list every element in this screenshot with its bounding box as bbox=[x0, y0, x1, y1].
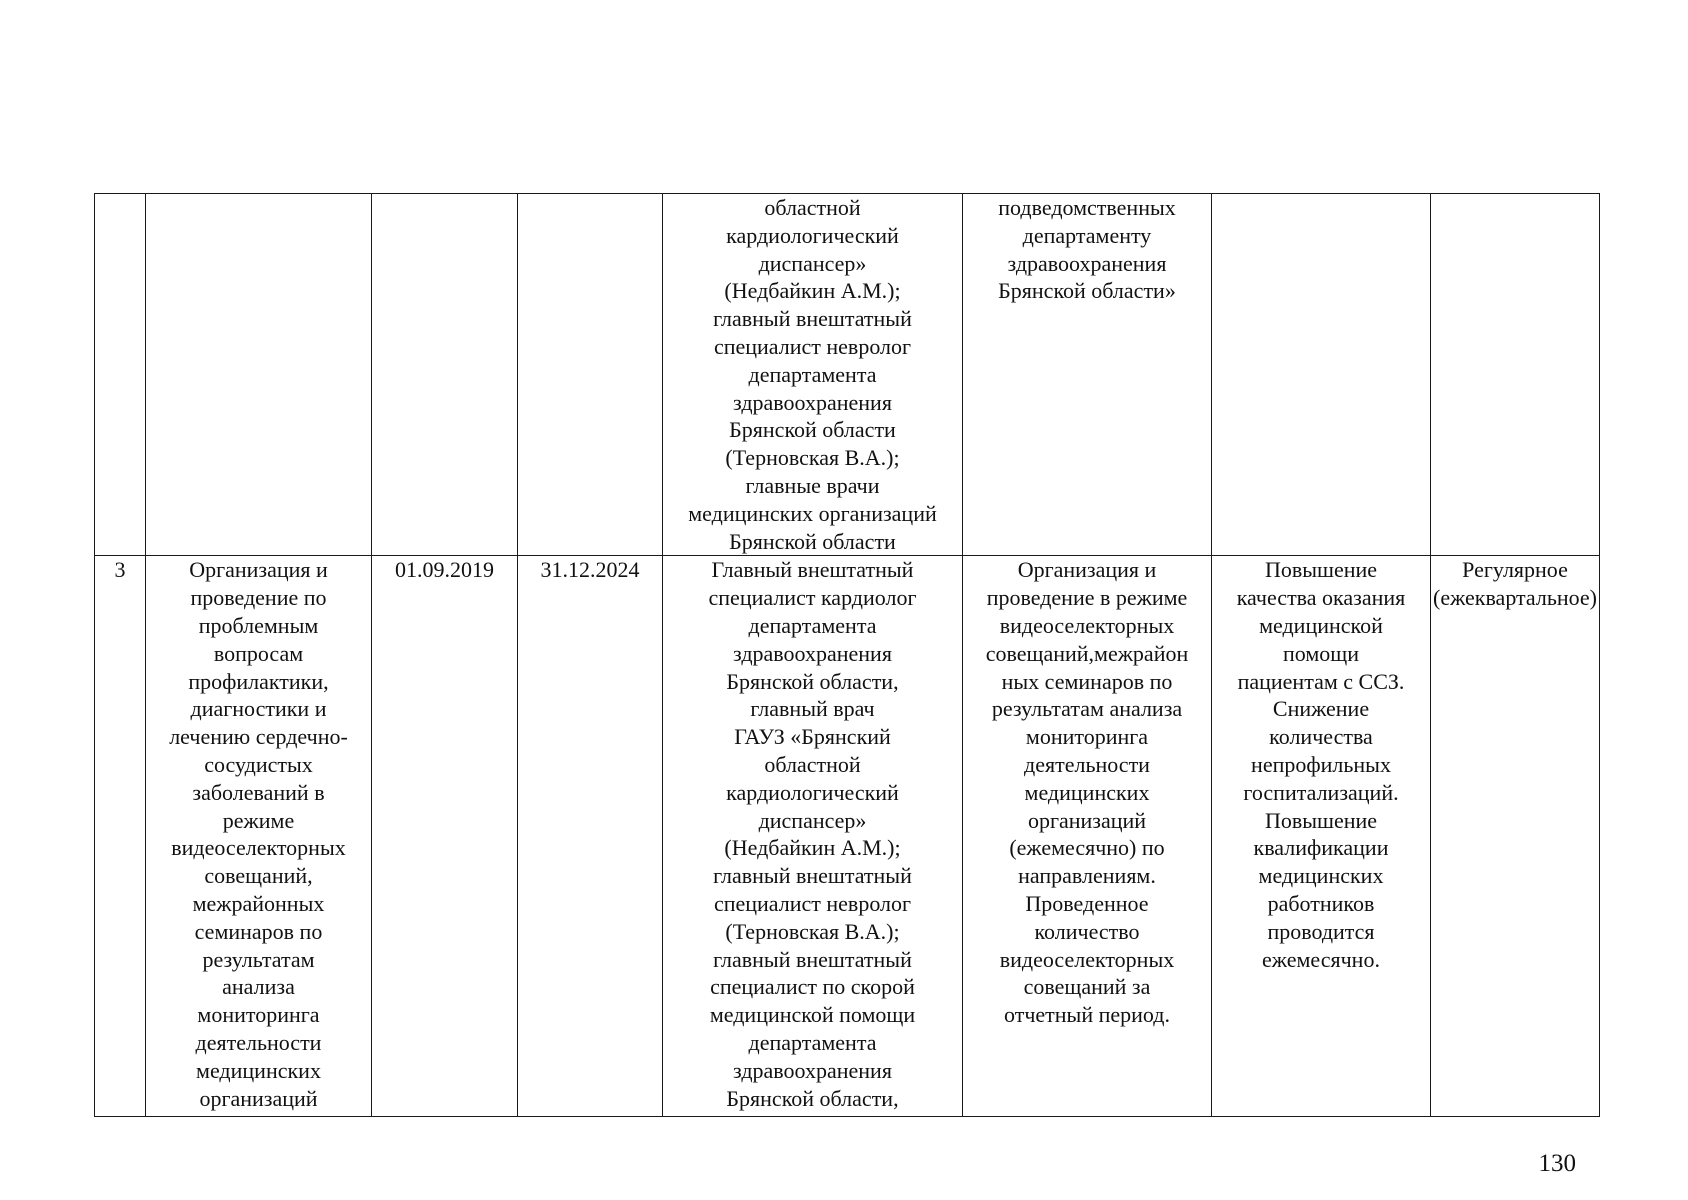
table-row-3 bbox=[95, 556, 1600, 1117]
cell-activity-name-text: Организация и проведение по проблемным вопросам профилактики, диагностики и лечению сердечно- сосудистых заболеваний в режиме видеоселекторных совещаний, межрайонных семинаров по результатам анализа мониторинга деятельности медицинских организаций bbox=[169, 557, 348, 1111]
cell-activity-name bbox=[146, 194, 372, 556]
cell-result bbox=[1212, 556, 1431, 1117]
cell-number bbox=[95, 556, 146, 1117]
cell-start-date bbox=[372, 194, 518, 556]
activities-table bbox=[94, 193, 1600, 1117]
cell-type-text: Регулярное (ежеквартальное) bbox=[1433, 557, 1598, 611]
cell-type bbox=[1431, 556, 1600, 1117]
cell-description-text: подведомственных департаменту здравоохранения Брянской области» bbox=[998, 195, 1176, 304]
cell-end-date bbox=[518, 556, 663, 1117]
cell-description bbox=[963, 194, 1212, 556]
cell-description-text: Организация и проведение в режиме видеоселекторных совещаний,межрайон ных семинаров по результатам анализа мониторинга деятельности медицинских организаций (ежемесячно) по направлениям. Проведенное количество видеоселекторных совещаний за отчетный период. bbox=[985, 557, 1189, 1028]
cell-end-date-text: 31.12.2024 bbox=[540, 557, 640, 583]
cell-responsible-text: областной кардиологический диспансер» (Недбайкин А.М.); главный внештатный специалист невролог департамента здравоохранения Брянской области (Терновская В.А.); главные врачи медицинских организаций Брянской области bbox=[688, 195, 937, 554]
cell-description bbox=[963, 556, 1212, 1117]
cell-responsible bbox=[663, 556, 963, 1117]
cell-result-text: Повышение качества оказания медицинской помощи пациентам с ССЗ. Снижение количества непрофильных госпитализаций. Повышение квалификации медицинских работников проводится ежемесячно. bbox=[1236, 557, 1406, 972]
cell-number-text: 3 bbox=[114, 557, 126, 583]
cell-result bbox=[1212, 194, 1431, 556]
page-number: 130 bbox=[1538, 1150, 1576, 1177]
cell-start-date bbox=[372, 556, 518, 1117]
cell-responsible bbox=[663, 194, 963, 556]
cell-activity-name bbox=[146, 556, 372, 1117]
cell-type bbox=[1431, 194, 1600, 556]
cell-end-date bbox=[518, 194, 663, 556]
cell-start-date-text: 01.09.2019 bbox=[395, 557, 494, 583]
cell-responsible-text: Главный внештатный специалист кардиолог департамента здравоохранения Брянской области, главный врач ГАУЗ «Брянский областной кардиологический диспансер» (Недбайкин А.М.); главный внештатный специалист невролог (Терновская В.А.); главный внештатный специалист по скорой медицинской помощи департамента здравоохранения Брянской области, bbox=[708, 557, 917, 1111]
table-row-continuation bbox=[95, 194, 1600, 556]
cell-number bbox=[95, 194, 146, 556]
